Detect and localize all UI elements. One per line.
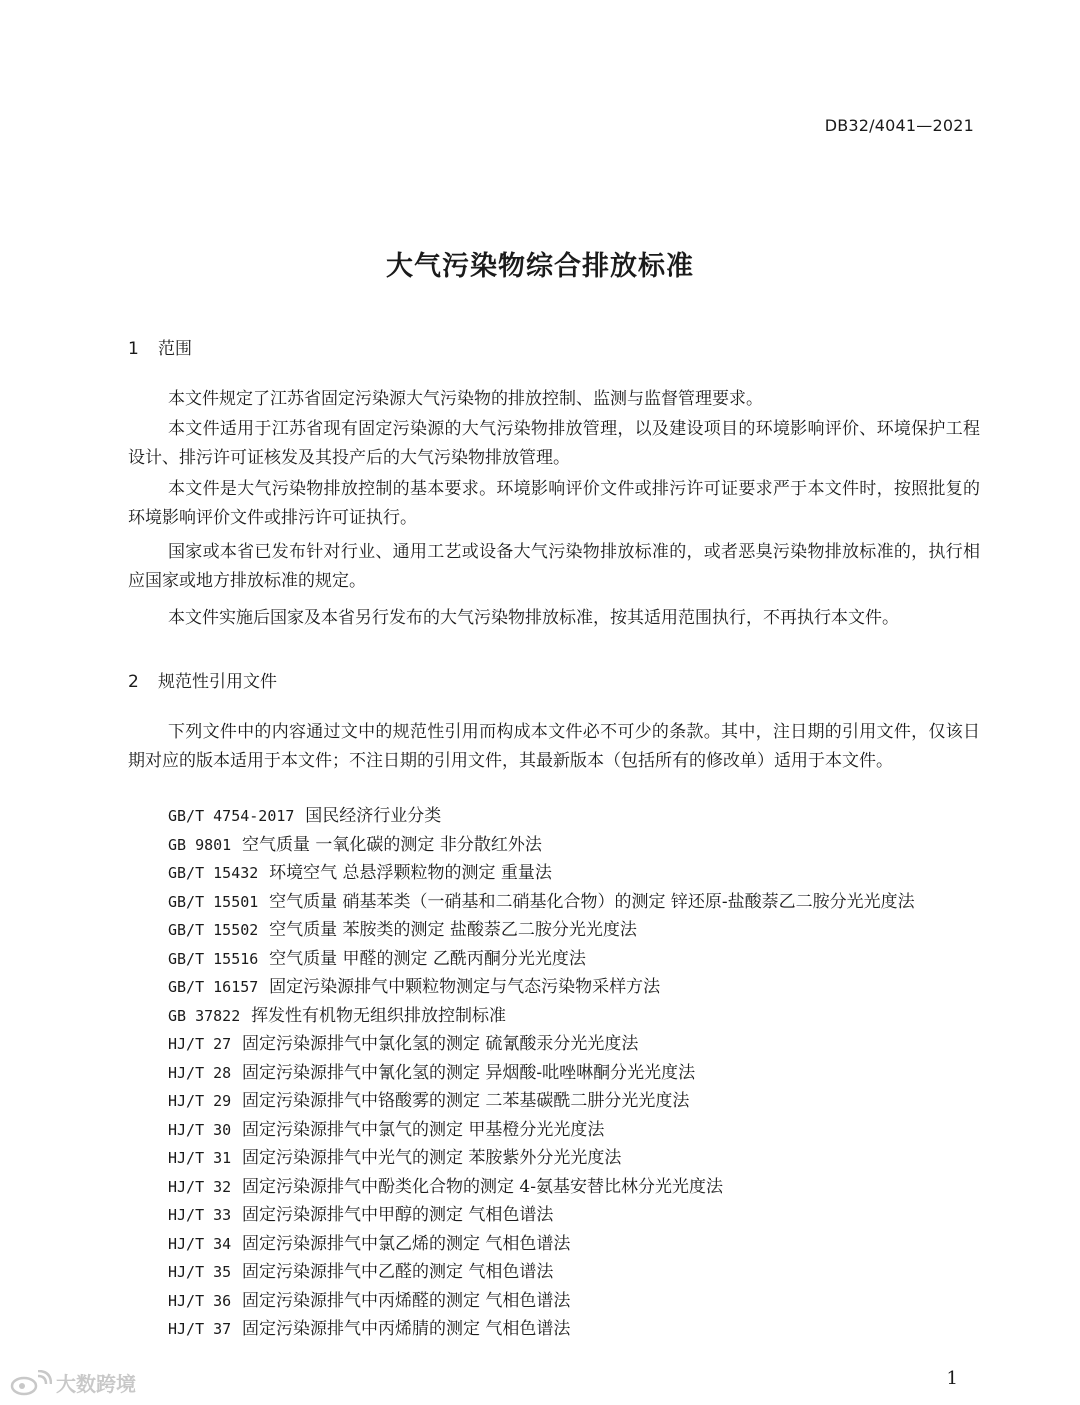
reference-item: GB/T 4754-2017 国民经济行业分类 <box>168 806 442 826</box>
watermark <box>10 1368 136 1397</box>
reference-item: HJ/T 33 固定污染源排气中甲醇的测定 气相色谱法 <box>168 1205 554 1225</box>
watermark-text: 大数跨境 <box>56 1372 136 1396</box>
document-code: DB32/4041—2021 <box>824 116 974 135</box>
paragraph: 国家或本省已发布针对行业、通用工艺或设备大气污染物排放标准的，或者恶臭污染物排放标准的，执行相应国家或地方排放标准的规定。 <box>128 542 980 591</box>
reference-item: HJ/T 28 固定污染源排气中氰化氢的测定 异烟酸-吡唑啉酮分光光度法 <box>168 1062 696 1083</box>
reference-item: GB/T 15516 空气质量 甲醛的测定 乙酰丙酮分光光度法 <box>168 948 586 969</box>
reference-item: GB/T 15502 空气质量 苯胺类的测定 盐酸萘乙二胺分光光度法 <box>168 920 637 940</box>
paragraph: 本文件是大气污染物排放控制的基本要求。环境影响评价文件或排污许可证要求严于本文件时，按照批复的环境影响评价文件或排污许可证执行。 <box>128 479 980 528</box>
reference-item: HJ/T 37 固定污染源排气中丙烯腈的测定 气相色谱法 <box>168 1319 571 1339</box>
reference-list <box>128 802 980 1344</box>
section-2-heading <box>128 667 277 692</box>
document-title: 大气污染物综合排放标准 <box>386 251 694 282</box>
section-title: 范围 <box>158 339 192 359</box>
references-intro: 下列文件中的内容通过文中的规范性引用而构成本文件必不可少的条款。其中，注日期的引用文件，仅该日期对应的版本适用于本文件；不注日期的引用文件，其最新版本（包括所有的修改单）适用于本文件。 <box>128 722 980 771</box>
reference-item: HJ/T 31 固定污染源排气中光气的测定 苯胺紫外分光光度法 <box>168 1148 622 1168</box>
section-1-heading <box>128 334 192 359</box>
paragraph: 本文件适用于江苏省现有固定污染源的大气污染物排放管理，以及建设项目的环境影响评价、环境保护工程设计、排污许可证核发及其投产后的大气污染物排放管理。 <box>128 419 980 468</box>
reference-item: GB/T 15501 空气质量 硝基苯类（一硝基和二硝基化合物）的测定 锌还原-盐酸萘乙二胺分光光度法 <box>168 891 915 912</box>
reference-item: HJ/T 27 固定污染源排气中氯化氢的测定 硫氰酸汞分光光度法 <box>168 1034 639 1054</box>
reference-item: GB/T 15432 环境空气 总悬浮颗粒物的测定 重量法 <box>168 863 552 883</box>
reference-item: HJ/T 34 固定污染源排气中氯乙烯的测定 气相色谱法 <box>168 1233 571 1254</box>
reference-item: HJ/T 30 固定污染源排气中氯气的测定 甲基橙分光光度法 <box>168 1119 605 1140</box>
paragraph: 本文件实施后国家及本省另行发布的大气污染物排放标准，按其适用范围执行，不再执行本文件。 <box>168 608 899 628</box>
reference-item: GB/T 16157 固定污染源排气中颗粒物测定与气态污染物采样方法 <box>168 977 661 997</box>
reference-item: HJ/T 36 固定污染源排气中丙烯醛的测定 气相色谱法 <box>168 1290 571 1311</box>
section-title: 规范性引用文件 <box>158 672 277 692</box>
weibo-logo-icon <box>10 1370 52 1396</box>
paragraph: 本文件规定了江苏省固定污染源大气污染物的排放控制、监测与监督管理要求。 <box>168 389 763 409</box>
section-number: 2 <box>128 672 139 692</box>
reference-item: GB 9801 空气质量 一氧化碳的测定 非分散红外法 <box>168 834 542 855</box>
section-number: 1 <box>128 339 139 359</box>
page-number: 1 <box>946 1368 958 1389</box>
reference-item: GB 37822 挥发性有机物无组织排放控制标准 <box>168 1005 507 1026</box>
reference-item: HJ/T 29 固定污染源排气中铬酸雾的测定 二苯基碳酰二肼分光光度法 <box>168 1091 690 1111</box>
reference-item: HJ/T 35 固定污染源排气中乙醛的测定 气相色谱法 <box>168 1262 554 1282</box>
reference-item: HJ/T 32 固定污染源排气中酚类化合物的测定 4-氨基安替比林分光光度法 <box>168 1176 723 1197</box>
